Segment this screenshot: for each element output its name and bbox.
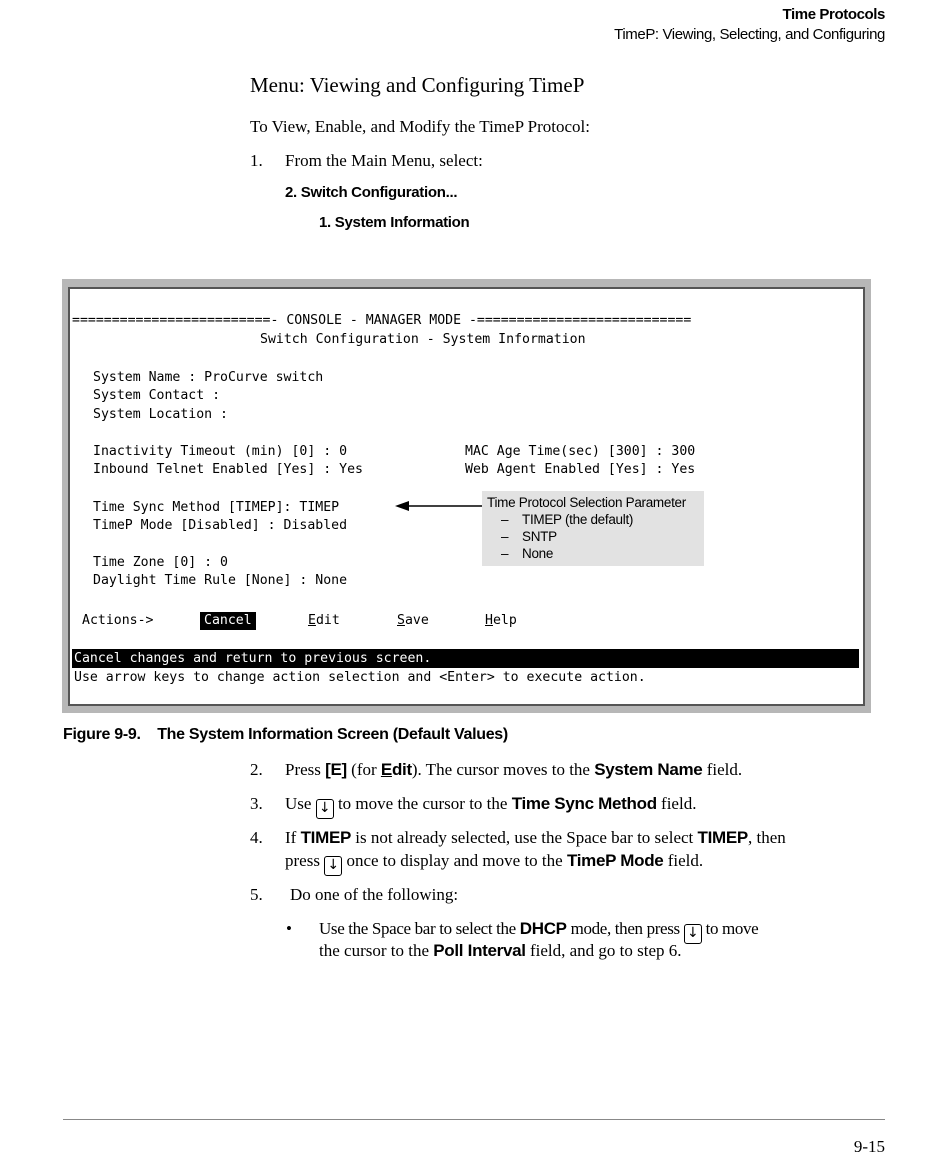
down-arrow-key-icon: ↓ <box>684 924 702 944</box>
web-agent-field: Web Agent Enabled [Yes] : Yes <box>465 462 696 477</box>
callout-box <box>482 491 704 566</box>
step-4-text-line1: If TIMEP is not already selected, use the Space bar to select TIMEP, then <box>285 828 786 847</box>
console-screen <box>68 287 865 706</box>
console-screen-title: Switch Configuration - System Information <box>260 332 586 347</box>
callout-title: Time Protocol Selection Parameter <box>487 495 686 510</box>
help-hotkey: H <box>485 613 493 628</box>
callout-dash: – <box>501 546 509 561</box>
step-5-text: Do one of the following: <box>290 885 459 904</box>
menu-path-2: 1. System Information <box>319 214 470 231</box>
mac-age-field: MAC Age Time(sec) [300] : 300 <box>465 444 696 459</box>
callout-item: SNTP <box>522 529 557 544</box>
edit-label-rest: dit <box>315 613 340 628</box>
step-4-number: 4. <box>250 828 263 847</box>
system-contact-field: System Contact : <box>93 388 221 403</box>
down-arrow-key-icon: ↓ <box>324 856 342 876</box>
step-1-number: 1. <box>250 151 263 170</box>
status-message: Cancel changes and return to previous screen. <box>74 651 432 666</box>
bullet-text-line2: the cursor to the Poll Interval field, and go to step 6. <box>319 941 682 960</box>
step-3-text: Use ↓ to move the cursor to the Time Sync Method field. <box>285 794 696 819</box>
actions-label: Actions-> <box>82 613 154 628</box>
step-2-text: Press [E] (for Edit). The cursor moves to the System Name field. <box>285 760 743 779</box>
callout-dash: – <box>501 529 509 544</box>
figure-caption: Figure 9-9. The System Information Screen (Default Values) <box>63 726 508 743</box>
intro-text: To View, Enable, and Modify the TimeP Protocol: <box>250 117 590 136</box>
callout-item: TIMEP (the default) <box>522 512 634 527</box>
system-location-field: System Location : <box>93 407 228 422</box>
menu-path-1: 2. Switch Configuration... <box>285 184 458 201</box>
timep-mode-field: TimeP Mode [Disabled] : Disabled <box>93 518 348 533</box>
system-name-field: System Name : ProCurve switch <box>93 370 324 385</box>
step-4-text-line2: press ↓ once to display and move to the TimeP Mode field. <box>285 851 703 876</box>
step-2-number: 2. <box>250 760 263 779</box>
footer-rule <box>63 1119 885 1120</box>
callout-dash: – <box>501 512 509 527</box>
console-banner: =========================- CONSOLE - MANAGER MODE -=========================== <box>72 313 692 328</box>
running-header-title: Time Protocols <box>782 6 885 23</box>
callout-item: None <box>522 546 554 561</box>
cancel-action: Cancel <box>200 612 256 630</box>
section-title: Menu: Viewing and Configuring TimeP <box>250 73 585 97</box>
time-zone-field: Time Zone [0] : 0 <box>93 555 228 570</box>
edit-hotkey: E <box>308 613 316 628</box>
edit-action <box>308 612 340 630</box>
callout-arrow-icon <box>395 499 485 515</box>
daylight-time-rule-field: Daylight Time Rule [None] : None <box>93 573 348 588</box>
inbound-telnet-field: Inbound Telnet Enabled [Yes] : Yes <box>93 462 363 477</box>
save-label-rest: ave <box>404 613 429 628</box>
inactivity-timeout-field: Inactivity Timeout (min) [0] : 0 <box>93 444 348 459</box>
bullet-text-line1: Use the Space bar to select the DHCP mode, then press ↓ to move <box>319 919 758 944</box>
bullet-icon: • <box>286 919 292 938</box>
help-action <box>485 612 517 630</box>
time-sync-method-field: Time Sync Method [TIMEP]: TIMEP <box>93 500 340 515</box>
running-header-subtitle: TimeP: Viewing, Selecting, and Configuring <box>614 26 885 43</box>
save-action <box>397 612 429 630</box>
step-1-text: From the Main Menu, select: <box>285 151 483 170</box>
help-hint: Use arrow keys to change action selection and <Enter> to execute action. <box>74 670 646 685</box>
step-5-number: 5. <box>250 885 263 904</box>
step-3-number: 3. <box>250 794 263 813</box>
page-number: 9-15 <box>853 1137 885 1156</box>
down-arrow-key-icon: ↓ <box>316 799 334 819</box>
help-label-rest: elp <box>492 613 517 628</box>
save-hotkey: S <box>397 613 405 628</box>
